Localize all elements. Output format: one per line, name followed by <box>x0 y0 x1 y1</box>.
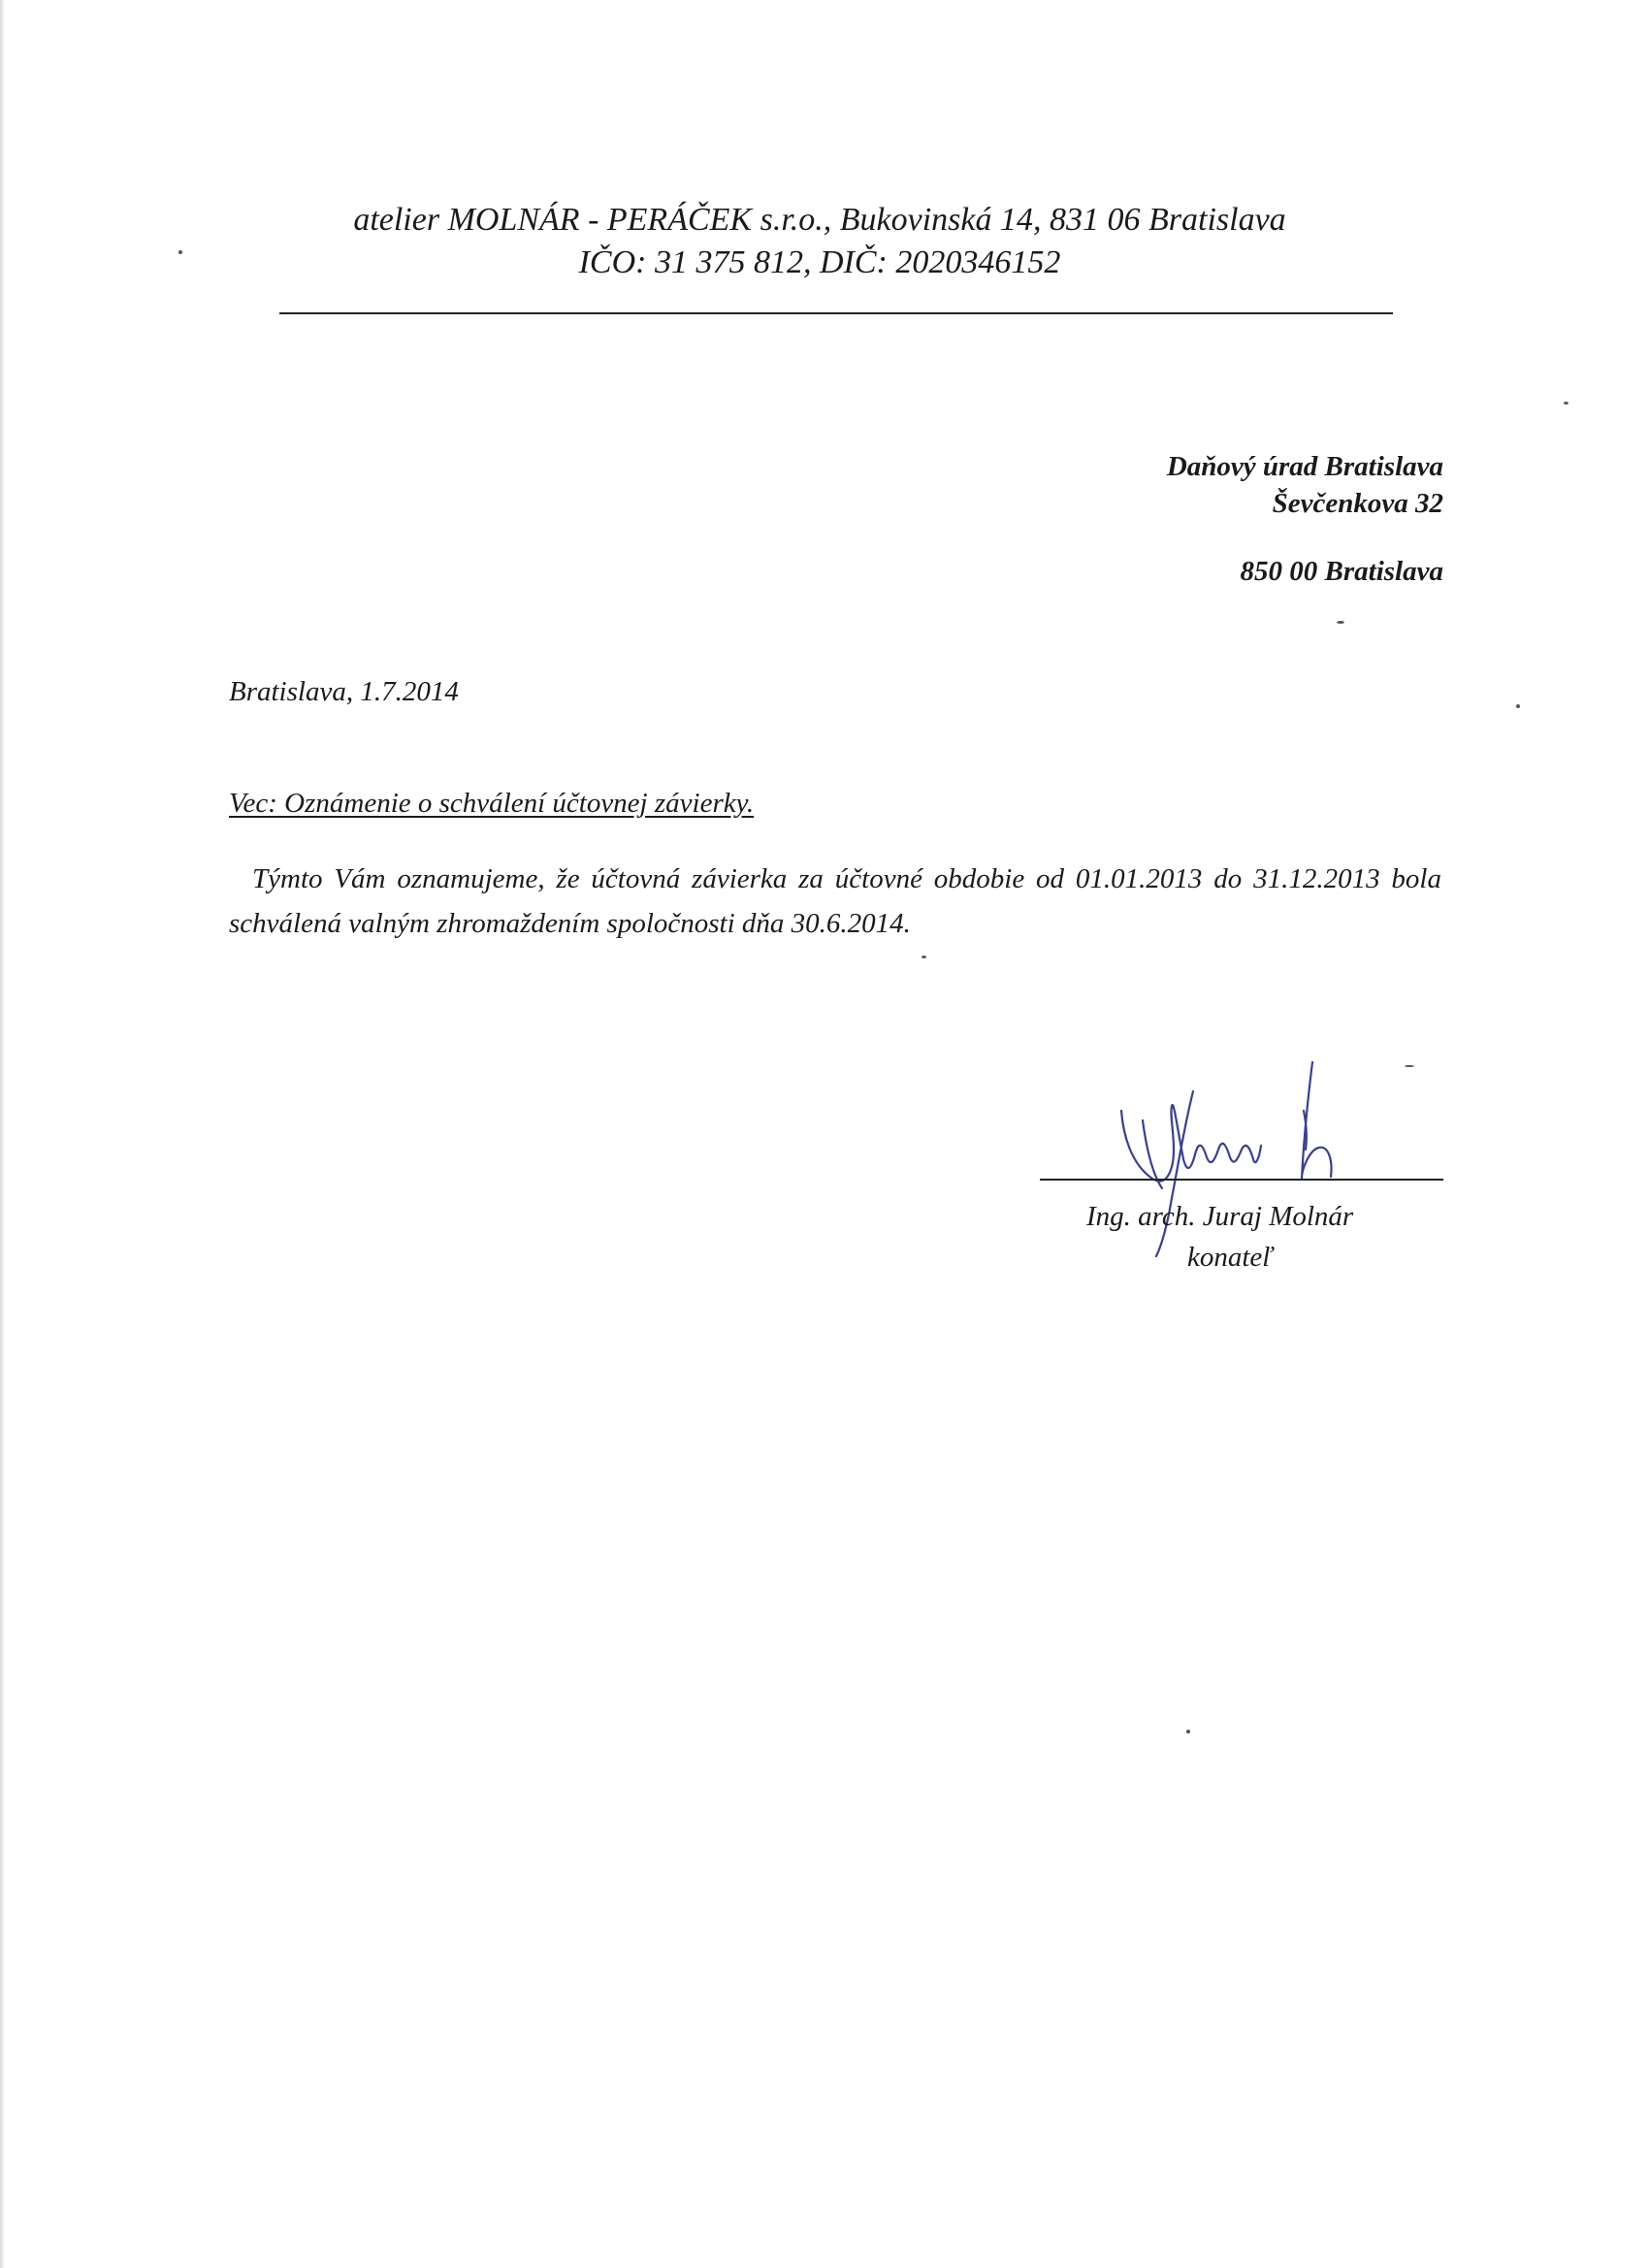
scan-speck <box>1564 402 1568 405</box>
scan-speck <box>1337 621 1344 624</box>
recipient-city: 850 00 Bratislava <box>1240 556 1443 587</box>
signatory-role: konateľ <box>1187 1242 1273 1273</box>
scan-speck <box>178 250 182 254</box>
recipient-address <box>1167 448 1443 590</box>
recipient-street: Ševčenkova 32 <box>1272 488 1443 519</box>
signatory-name: Ing. arch. Juraj Molnár <box>1086 1201 1354 1232</box>
scan-speck <box>922 956 926 958</box>
scan-speck <box>1186 1730 1190 1733</box>
body-paragraph: Týmto Vám oznamujeme, že účtovná závierka za účtovné obdobie od 01.01.2013 do 31.12.2013 bola schválená valným zhromaždením spoločnosti dňa 30.6.2014. <box>229 863 1441 939</box>
date-line: Bratislava, 1.7.2014 <box>229 676 459 707</box>
company-ids-line: IČO: 31 375 812, DIČ: 2020346152 <box>578 244 1061 280</box>
scan-speck <box>1516 704 1520 708</box>
letterhead <box>175 199 1465 284</box>
subject-line: Vec: Oznámenie o schválení účtovnej závierky. <box>229 788 755 819</box>
header-divider <box>279 312 1393 314</box>
signature-line <box>1040 1179 1443 1181</box>
recipient-name: Daňový úrad Bratislava <box>1166 451 1443 482</box>
scan-speck <box>1405 1065 1414 1067</box>
company-line: atelier MOLNÁR - PERÁČEK s.r.o., Bukovinská 14, 831 06 Bratislava <box>353 202 1286 238</box>
signatory-block <box>1086 1196 1353 1278</box>
scan-edge <box>0 0 4 2268</box>
